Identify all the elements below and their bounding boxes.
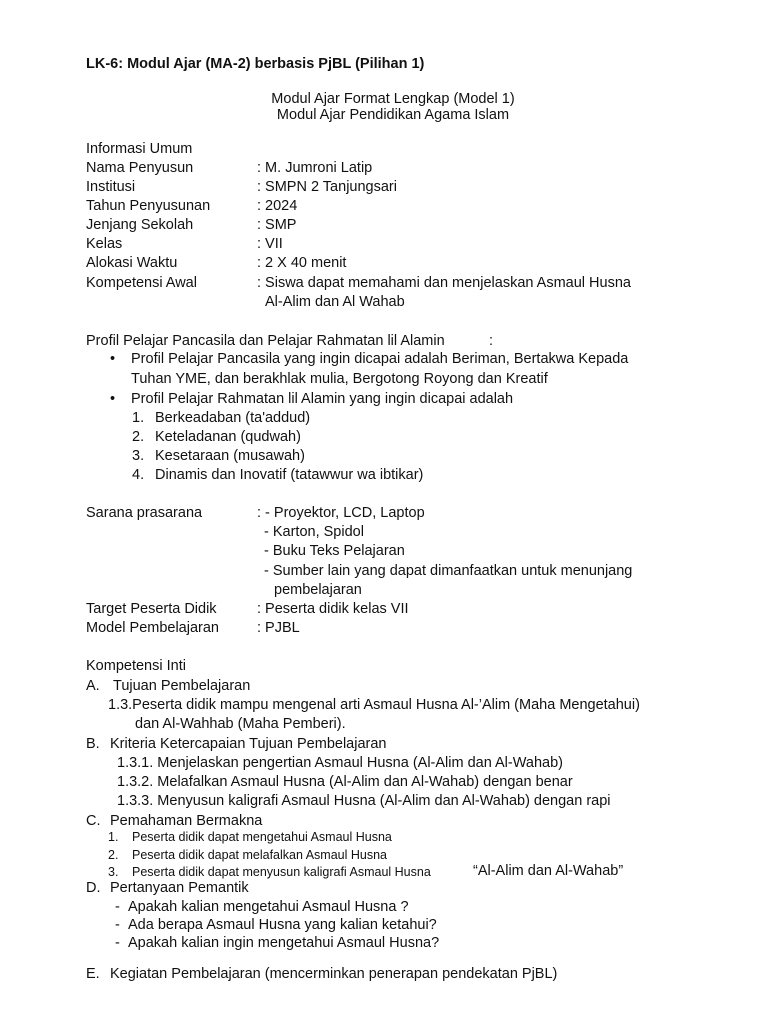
pemahaman-item: Peserta didik dapat melafalkan Asmaul Husna bbox=[132, 848, 388, 862]
kriteria-item: 1.3.3. Menyusun kaligrafi Asmaul Husna (Al-Alim dan Al-Wahab) dengan rapi bbox=[117, 793, 611, 809]
pemantik-item: Ada berapa Asmaul Husna yang kalian ketahui? bbox=[128, 917, 437, 933]
bullet-icon: • bbox=[110, 351, 116, 367]
list-item: Keteladanan (qudwah) bbox=[155, 429, 301, 445]
section-kompetensi-inti: Kompetensi Inti bbox=[86, 658, 186, 674]
document-title: LK-6: Modul Ajar (MA-2) berbasis PjBL (Pilihan 1) bbox=[86, 56, 425, 72]
sarana-item: - Buku Teks Pelajaran bbox=[264, 543, 405, 559]
section-letter: C. bbox=[86, 813, 101, 829]
tujuan-item: 1.3.Peserta didik mampu mengenal arti Asmaul Husna Al-’Alim (Maha Mengetahui) bbox=[108, 697, 640, 713]
list-number: 2. bbox=[132, 429, 145, 445]
subtitle-format: Modul Ajar Format Lengkap (Model 1) bbox=[271, 91, 515, 107]
list-number: 4. bbox=[132, 467, 145, 483]
list-number: 3. bbox=[132, 448, 145, 464]
pemahaman-item: Peserta didik dapat mengetahui Asmaul Husna bbox=[132, 830, 392, 844]
pemantik-item: Apakah kalian mengetahui Asmaul Husna ? bbox=[128, 899, 409, 915]
list-number: 3. bbox=[108, 865, 119, 879]
kriteria-item: 1.3.1. Menjelaskan pengertian Asmaul Husna (Al-Alim dan Al-Wahab) bbox=[117, 755, 563, 771]
value-kelas: : VII bbox=[257, 236, 283, 252]
value-nama-penyusun: : M. Jumroni Latip bbox=[257, 160, 373, 176]
section-tujuan-pembelajaran: Tujuan Pembelajaran bbox=[113, 678, 251, 694]
label-jenjang-sekolah: Jenjang Sekolah bbox=[86, 217, 194, 233]
profil-bullet-2: Profil Pelajar Rahmatan lil Alamin yang ingin dicapai adalah bbox=[131, 391, 514, 407]
section-pemahaman: Pemahaman Bermakna bbox=[110, 813, 263, 829]
dash-icon: - bbox=[115, 917, 120, 933]
label-kelas: Kelas bbox=[86, 236, 123, 252]
label-model-pembelajaran: Model Pembelajaran bbox=[86, 620, 219, 636]
value-institusi: : SMPN 2 Tanjungsari bbox=[257, 179, 397, 195]
section-kriteria: Kriteria Ketercapaian Tujuan Pembelajaran bbox=[110, 736, 387, 752]
pemantik-item: Apakah kalian ingin mengetahui Asmaul Husna? bbox=[128, 935, 440, 951]
value-kompetensi-awal-cont: Al-Alim dan Al Wahab bbox=[265, 294, 405, 310]
value-jenjang-sekolah: : SMP bbox=[257, 217, 297, 233]
bullet-icon: • bbox=[110, 391, 116, 407]
profil-bullet-1: Profil Pelajar Pancasila yang ingin dicapai adalah Beriman, Bertakwa Kepada bbox=[131, 351, 629, 367]
dash-icon: - bbox=[115, 935, 120, 951]
section-letter: B. bbox=[86, 736, 100, 752]
value-target-peserta: : Peserta didik kelas VII bbox=[257, 601, 409, 617]
profil-bullet-1-cont: Tuhan YME, dan berakhlak mulia, Bergotong Royong dan Kreatif bbox=[131, 371, 548, 387]
list-number: 2. bbox=[108, 848, 119, 862]
profil-colon: : bbox=[489, 333, 494, 349]
value-tahun-penyusunan: : 2024 bbox=[257, 198, 298, 214]
list-item: Dinamis dan Inovatif (tatawwur wa ibtikar) bbox=[155, 467, 424, 483]
section-kegiatan-pembelajaran: Kegiatan Pembelajaran (mencerminkan penerapan pendekatan PjBL) bbox=[110, 966, 558, 982]
label-target-peserta: Target Peserta Didik bbox=[86, 601, 217, 617]
section-letter: E. bbox=[86, 966, 100, 982]
section-profil-pelajar: Profil Pelajar Pancasila dan Pelajar Rahmatan lil Alamin bbox=[86, 333, 445, 349]
label-tahun-penyusunan: Tahun Penyusunan bbox=[86, 198, 211, 214]
label-alokasi-waktu: Alokasi Waktu bbox=[86, 255, 178, 271]
list-item: Berkeadaban (ta'addud) bbox=[155, 410, 311, 426]
section-letter: D. bbox=[86, 880, 101, 896]
value-model-pembelajaran: : PJBL bbox=[257, 620, 300, 636]
list-number: 1. bbox=[108, 830, 119, 844]
pemahaman-item-tail: “Al-Alim dan Al-Wahab” bbox=[473, 863, 624, 879]
section-pertanyaan-pemantik: Pertanyaan Pemantik bbox=[110, 880, 249, 896]
kriteria-item: 1.3.2. Melafalkan Asmaul Husna (Al-Alim dan Al-Wahab) dengan benar bbox=[117, 774, 573, 790]
label-nama-penyusun: Nama Penyusun bbox=[86, 160, 194, 176]
sarana-item: : - Proyektor, LCD, Laptop bbox=[257, 505, 425, 521]
list-item: Kesetaraan (musawah) bbox=[155, 448, 305, 464]
sarana-item: - Sumber lain yang dapat dimanfaatkan untuk menunjang bbox=[264, 563, 633, 579]
label-institusi: Institusi bbox=[86, 179, 136, 195]
value-alokasi-waktu: : 2 X 40 menit bbox=[257, 255, 347, 271]
label-kompetensi-awal: Kompetensi Awal bbox=[86, 275, 197, 291]
value-kompetensi-awal: : Siswa dapat memahami dan menjelaskan Asmaul Husna bbox=[257, 275, 631, 291]
pemahaman-item: Peserta didik dapat menyusun kaligrafi Asmaul Husna bbox=[132, 865, 431, 879]
tujuan-item-cont: dan Al-Wahhab (Maha Pemberi). bbox=[135, 716, 346, 732]
section-informasi-umum: Informasi Umum bbox=[86, 141, 193, 157]
sarana-item-cont: pembelajaran bbox=[274, 582, 362, 598]
sarana-item: - Karton, Spidol bbox=[264, 524, 364, 540]
list-number: 1. bbox=[132, 410, 145, 426]
section-letter: A. bbox=[86, 678, 100, 694]
dash-icon: - bbox=[115, 899, 120, 915]
subtitle-subject: Modul Ajar Pendidikan Agama Islam bbox=[276, 107, 510, 123]
label-sarana-prasarana: Sarana prasarana bbox=[86, 505, 203, 521]
